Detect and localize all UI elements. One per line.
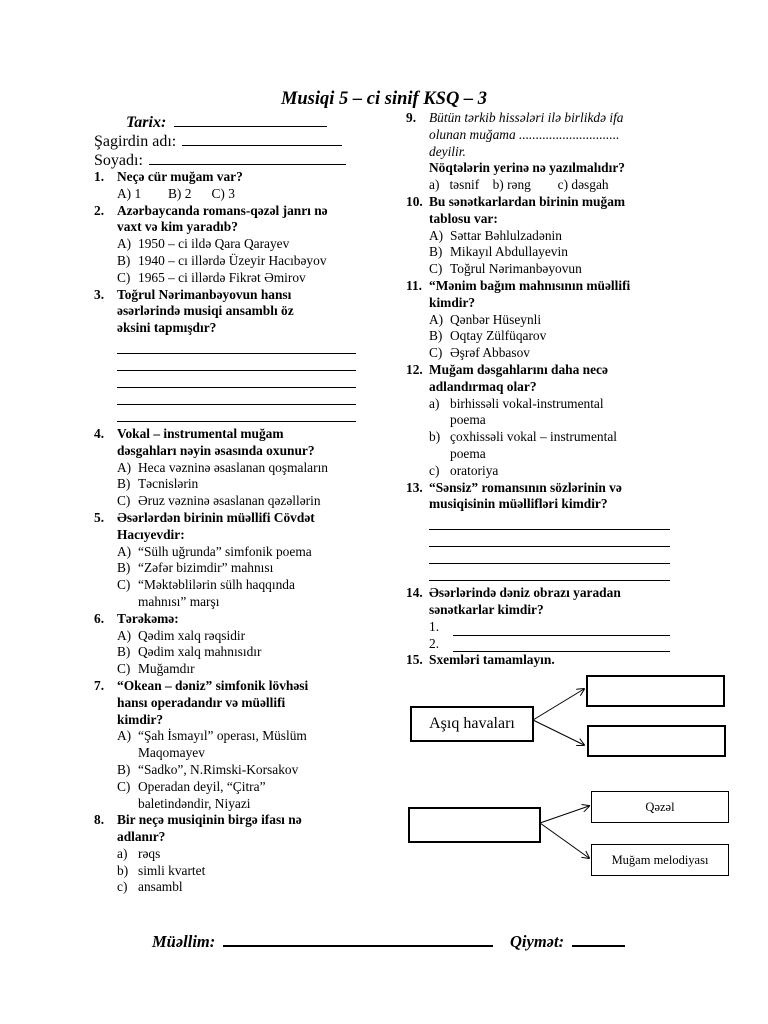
numbered-line-label: 2.	[429, 635, 440, 651]
option-label: B)	[117, 476, 131, 492]
question-text: tablosu var:	[429, 210, 498, 226]
question-text: əsərlərində musiqi ansamblı öz	[117, 303, 294, 319]
option-text: “Sülh uğrunda” simfonik poema	[138, 543, 312, 559]
option-label: C)	[117, 778, 131, 794]
question-text: hansı operadandır və müəllifi	[117, 694, 286, 710]
option-text: simli kvartet	[138, 862, 206, 878]
question-text: kimdir?	[429, 294, 476, 310]
arrow-1b	[533, 720, 584, 745]
option-label: B)	[429, 328, 443, 344]
option-text: birhissəli vokal-instrumental	[450, 395, 604, 411]
inline-options[interactable]: a) təsnif b) rəng c) dəsgah	[429, 177, 609, 193]
option-label: A)	[117, 459, 132, 475]
grade-field	[510, 930, 625, 952]
student-name-label: Şagirdin adı:	[94, 133, 177, 150]
option-label: c)	[117, 879, 128, 895]
scheme1-center-box: Aşıq havaları	[410, 706, 534, 742]
option-text: Qədim xalq rəqsidir	[138, 627, 246, 643]
option-text: Maqomayev	[138, 745, 205, 761]
option-label: c)	[429, 462, 440, 478]
question-text: vaxt və kim yaradıb?	[117, 219, 238, 235]
grade-blank[interactable]	[572, 930, 625, 947]
question-number: 14.	[406, 585, 423, 601]
question-number: 7.	[94, 677, 105, 693]
question-number: 15.	[406, 652, 423, 668]
option-label: B)	[117, 252, 131, 268]
option-text: Mikayıl Abdullayevin	[450, 244, 568, 260]
option-text: Səttar Bəhlulzadənin	[450, 227, 562, 243]
question-text: deyilir.	[429, 143, 466, 159]
option-label: A)	[117, 236, 132, 252]
option-label: A)	[429, 227, 444, 243]
question-number: 8.	[94, 812, 105, 828]
question-text: Bu sənətkarlardan birinin muğam	[429, 193, 626, 209]
question-number: 11.	[406, 277, 422, 293]
question-text: sənətkarlar kimdir?	[429, 601, 544, 617]
option-text: baletindəndir, Niyazi	[138, 795, 251, 811]
option-text: poema	[450, 412, 486, 428]
option-label: C)	[117, 493, 131, 509]
question-text: “Sənsiz” romansının sözlərinin və	[429, 479, 622, 495]
question-number: 3.	[94, 286, 105, 302]
question-text: kimdir?	[117, 711, 164, 727]
question-text: Əsərlərdən birinin müəllifi Cövdət	[117, 509, 315, 525]
question-text: “Okean – dəniz” simfonik lövhəsi	[117, 677, 309, 693]
option-text: Oqtay Zülfüqarov	[450, 328, 547, 344]
question-text: Bir neçə musiqinin birgə ifası nə	[117, 812, 302, 828]
question-subprompt: Nöqtələrin yerinə nə yazılmalıdır?	[429, 160, 625, 176]
option-text: “Şah İsmayıl” operası, Müslüm	[138, 728, 307, 744]
scheme1-blank-box-2[interactable]	[587, 725, 726, 757]
question-text: adlandırmaq olar?	[429, 378, 537, 394]
option-label: B)	[429, 244, 443, 260]
option-text: Qədim xalq mahnısıdır	[138, 644, 262, 660]
question-number: 4.	[94, 425, 105, 441]
option-text: çoxhissəli vokal – instrumental	[450, 429, 617, 445]
option-label: b)	[429, 429, 441, 445]
option-label: C)	[429, 345, 443, 361]
option-text: Heca vəzninə əsaslanan qoşmaların	[138, 459, 328, 475]
option-text: “Zəfər bizimdir” mahnısı	[138, 560, 274, 576]
question-text: Əsərlərində dəniz obrazı yaradan	[429, 585, 621, 601]
option-text: poema	[450, 445, 486, 461]
numbered-line-label: 1.	[429, 618, 440, 634]
question-text: əksini tapmışdır?	[117, 320, 217, 336]
question-number: 6.	[94, 610, 105, 626]
grade-label: Qiymət:	[510, 932, 565, 951]
question-text: Muğam dəsgahlarını daha necə	[429, 361, 608, 377]
option-label: C)	[117, 577, 131, 593]
option-text: 1950 – ci ildə Qara Qarayev	[138, 236, 290, 252]
option-label: C)	[117, 269, 131, 285]
teacher-label: Müəllim:	[152, 932, 216, 951]
option-label: C)	[117, 661, 131, 677]
option-text: Operadan deyil, “Çitra”	[138, 778, 266, 794]
option-text: 1965 – ci illərdə Fikrət Əmirov	[138, 269, 306, 285]
option-text: 1940 – cı illərdə Üzeyir Hacıbəyov	[138, 252, 327, 268]
question-number: 1.	[94, 169, 105, 184]
option-text: rəqs	[138, 845, 161, 861]
teacher-blank[interactable]	[223, 930, 493, 947]
option-label: a)	[429, 395, 440, 411]
question-text: Vokal – instrumental muğam	[117, 425, 284, 441]
option-text: ansambl	[138, 879, 183, 895]
option-label: a)	[117, 845, 128, 861]
question-text: Sxemləri tamamlayın.	[429, 652, 555, 668]
option-label: A)	[117, 543, 132, 559]
scheme2-right-box-1: Qəzəl	[591, 791, 729, 823]
option-label: B)	[117, 560, 131, 576]
arrow-1a	[533, 689, 584, 720]
question-text: musiqisinin müəllifləri kimdir?	[429, 496, 608, 512]
question-text: Bütün tərkib hissələri ilə birlikdə ifa	[429, 110, 624, 125]
option-text: Əruz vəzninə əsaslanan qəzəllərin	[138, 493, 321, 509]
inline-options[interactable]: A) 1 B) 2 C) 3	[117, 185, 235, 201]
option-label: B)	[117, 644, 131, 660]
question-number: 9.	[406, 110, 417, 125]
question-text: olunan muğama ..............................	[429, 126, 620, 142]
question-number: 10.	[406, 193, 423, 209]
option-label: C)	[429, 261, 443, 277]
option-label: A)	[117, 728, 132, 744]
option-label: B)	[117, 761, 131, 777]
option-text: oratoriya	[450, 462, 499, 478]
surname-label: Soyadı:	[94, 152, 143, 169]
option-label: A)	[117, 627, 132, 643]
option-label: b)	[117, 862, 129, 878]
question-text: adlanır?	[117, 829, 166, 845]
option-text: “Sadko”, N.Rimski-Korsakov	[138, 761, 299, 777]
question-text: Tərəkəmə:	[117, 610, 179, 626]
question-number: 13.	[406, 479, 423, 495]
question-text: Toğrul Nərimanbəyovun hansı	[117, 286, 292, 302]
option-text: “Məktəblilərin sülh haqqında	[138, 577, 295, 593]
arrow-2b	[540, 823, 589, 858]
option-text: Muğamdır	[138, 661, 195, 677]
teacher-field	[152, 930, 493, 952]
scheme2-right-box-2: Muğam melodiyası	[591, 844, 729, 876]
option-text: Toğrul Nərimanbəyovun	[450, 261, 582, 277]
option-text: Təcnislərin	[138, 476, 199, 492]
question-text: Azərbaycanda romans-qəzəl janrı nə	[117, 202, 328, 218]
arrow-2a	[540, 806, 589, 823]
option-text: Əşrəf Abbasov	[450, 345, 530, 361]
question-text: Hacıyevdir:	[117, 526, 185, 542]
date-label: Tarix:	[126, 114, 167, 131]
option-text: mahnısı” marşı	[138, 593, 220, 609]
scheme1-blank-box-1[interactable]	[586, 675, 725, 707]
question-text: “Mənim bağım mahnısının müəllifi	[429, 277, 631, 293]
option-label: A)	[429, 311, 444, 327]
question-text: dəsgahları nəyin əsasında oxunur?	[117, 442, 315, 458]
scheme2-blank-center-box[interactable]	[408, 807, 541, 843]
question-number: 12.	[406, 361, 423, 377]
page-title: Musiqi 5 – ci sinif KSQ – 3	[280, 89, 488, 109]
question-text: Neçə cür muğam var?	[117, 169, 243, 184]
question-number: 2.	[94, 202, 105, 218]
option-text: Qənbər Hüseynli	[450, 311, 542, 327]
question-number: 5.	[94, 509, 105, 525]
